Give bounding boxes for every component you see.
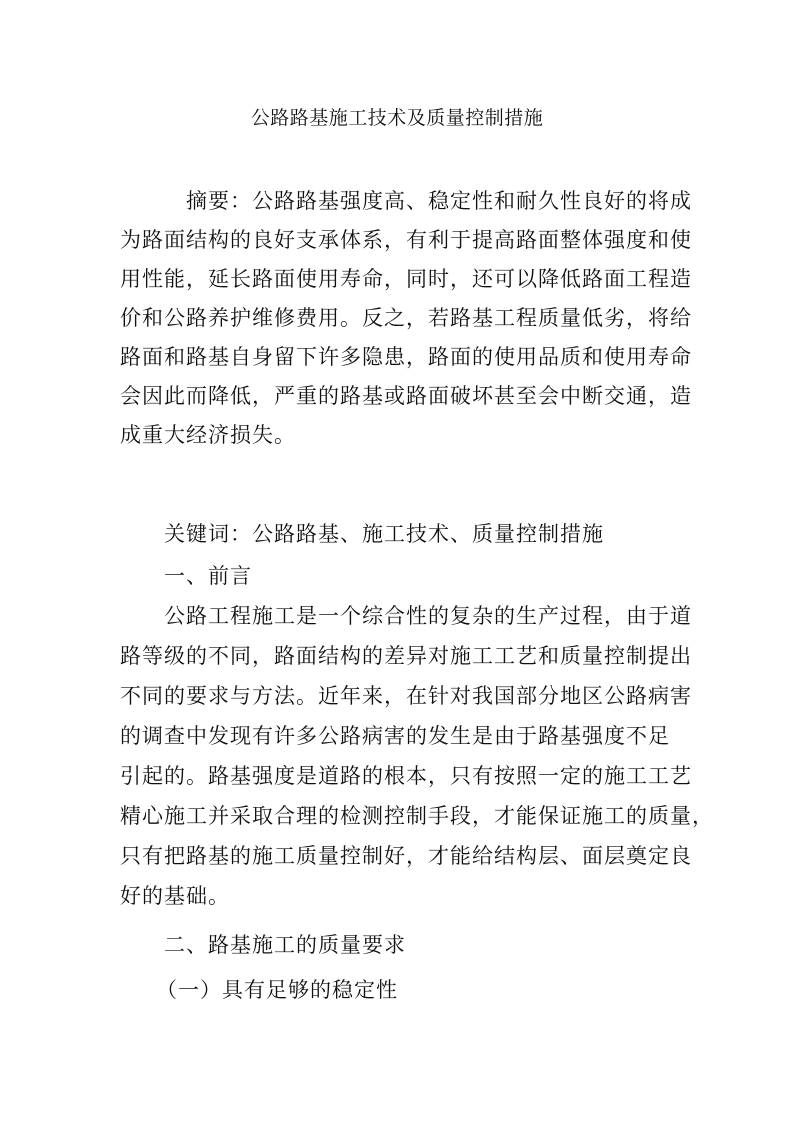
body-line: 好的基础。 [120, 884, 230, 908]
section-heading: 二、路基施工的质量要求 [164, 933, 406, 957]
keywords: 关键词：公路路基、施工技术、质量控制措施 [164, 522, 604, 546]
body-line: 路等级的不同，路面结构的差异对施工工艺和质量控制提出 [120, 644, 692, 668]
body-line: 不同的要求与方法。近年来，在针对我国部分地区公路病害 [120, 684, 692, 708]
abstract-line: 价和公路养护维修费用。反之，若路基工程质量低劣，将给 [120, 306, 692, 330]
body-line: 公路工程施工是一个综合性的复杂的生产过程，由于道 [164, 604, 692, 628]
body-line: 精心施工并采取合理的检测控制手段，才能保证施工的质量， [120, 804, 714, 828]
body-line: 的调查中发现有许多公路病害的发生是由于路基强度不足 [120, 724, 670, 748]
abstract-line: 摘要：公路路基强度高、稳定性和耐久性良好的将成 [186, 189, 692, 213]
body-line: 引起的。路基强度是道路的根本，只有按照一定的施工工艺 [120, 764, 692, 788]
abstract-line: 路面和路基自身留下许多隐患，路面的使用品质和使用寿命 [120, 345, 692, 369]
section-heading: 一、前言 [164, 564, 252, 588]
abstract-line: 为路面结构的良好支承体系，有利于提高路面整体强度和使 [120, 228, 692, 252]
body-line: 只有把路基的施工质量控制好，才能给结构层、面层奠定良 [120, 844, 692, 868]
subsection-heading: （一）具有足够的稳定性 [156, 978, 398, 1002]
document-title: 公路路基施工技术及质量控制措施 [250, 107, 544, 129]
abstract-line: 用性能，延长路面使用寿命，同时，还可以降低路面工程造 [120, 267, 692, 291]
abstract-line: 会因此而降低，严重的路基或路面破坏甚至会中断交通，造 [120, 384, 692, 408]
abstract-line: 成重大经济损失。 [120, 423, 296, 447]
